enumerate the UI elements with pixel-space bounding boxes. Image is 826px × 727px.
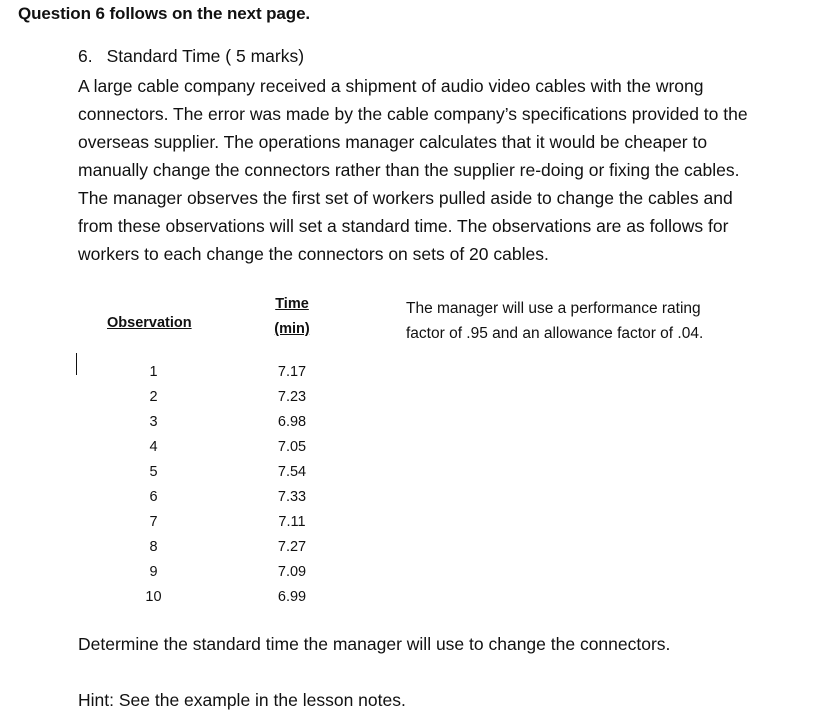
observation-column-header: Observation bbox=[107, 315, 192, 331]
question-title-text: Standard Time ( 5 marks) bbox=[106, 46, 305, 66]
question-line: connectors. The error was made by the cable company’s specifications provided to the bbox=[78, 104, 748, 124]
observation-cell: 6 bbox=[149, 489, 158, 505]
observation-cell: 10 bbox=[145, 589, 162, 605]
time-cell: 6.99 bbox=[277, 589, 307, 605]
table-row bbox=[0, 489, 826, 514]
observation-cell: 1 bbox=[149, 364, 158, 380]
question-line: manually change the connectors rather than the supplier re-doing or fixing the cables. bbox=[78, 160, 740, 180]
table-row bbox=[0, 364, 826, 389]
rating-note bbox=[406, 296, 703, 346]
question-title bbox=[78, 46, 304, 67]
observation-cell: 4 bbox=[149, 439, 158, 455]
question-line: from these observations will set a standard time. The observations are as follows for bbox=[78, 216, 729, 236]
observation-cell: 8 bbox=[149, 539, 158, 555]
time-header-label: Time bbox=[275, 296, 309, 312]
hint-text: Hint: See the example in the lesson notes. bbox=[78, 690, 406, 710]
table-row bbox=[0, 439, 826, 464]
question-line: workers to each change the connectors on sets of 20 cables. bbox=[78, 244, 549, 264]
observation-cell: 5 bbox=[149, 464, 158, 480]
table-row bbox=[0, 514, 826, 539]
time-cell: 7.27 bbox=[277, 539, 307, 555]
time-cell: 7.05 bbox=[277, 439, 307, 455]
table-row bbox=[0, 389, 826, 414]
table-row bbox=[0, 589, 826, 614]
table-row bbox=[0, 464, 826, 489]
observation-cell: 2 bbox=[149, 389, 158, 405]
observation-cell: 7 bbox=[149, 514, 158, 530]
time-cell: 7.09 bbox=[277, 564, 307, 580]
rating-note-line: factor of .95 and an allowance factor of .04. bbox=[406, 325, 704, 342]
time-header-unit: (min) bbox=[274, 321, 310, 337]
page-banner: Question 6 follows on the next page. bbox=[18, 4, 311, 23]
time-cell: 7.17 bbox=[277, 364, 307, 380]
time-cell: 7.11 bbox=[278, 514, 306, 530]
observation-table bbox=[0, 364, 826, 614]
time-cell: 7.23 bbox=[277, 389, 307, 405]
question-number: 6. bbox=[78, 46, 93, 66]
time-cell: 7.33 bbox=[277, 489, 307, 505]
table-row bbox=[0, 539, 826, 564]
table-row bbox=[0, 564, 826, 589]
question-line: overseas supplier. The operations manager calculates that it would be cheaper to bbox=[78, 132, 708, 152]
time-cell: 7.54 bbox=[277, 464, 307, 480]
rating-note-line: The manager will use a performance rating bbox=[406, 300, 701, 317]
observation-cell: 9 bbox=[149, 564, 158, 580]
table-row bbox=[0, 414, 826, 439]
question-body bbox=[78, 72, 798, 268]
time-column-header bbox=[270, 292, 314, 342]
question-line: A large cable company received a shipment of audio video cables with the wrong bbox=[78, 76, 704, 96]
observation-cell: 3 bbox=[149, 414, 158, 430]
question-line: The manager observes the first set of workers pulled aside to change the cables and bbox=[78, 188, 733, 208]
determine-instruction: Determine the standard time the manager will use to change the connectors. bbox=[78, 634, 671, 654]
time-cell: 6.98 bbox=[277, 414, 307, 430]
